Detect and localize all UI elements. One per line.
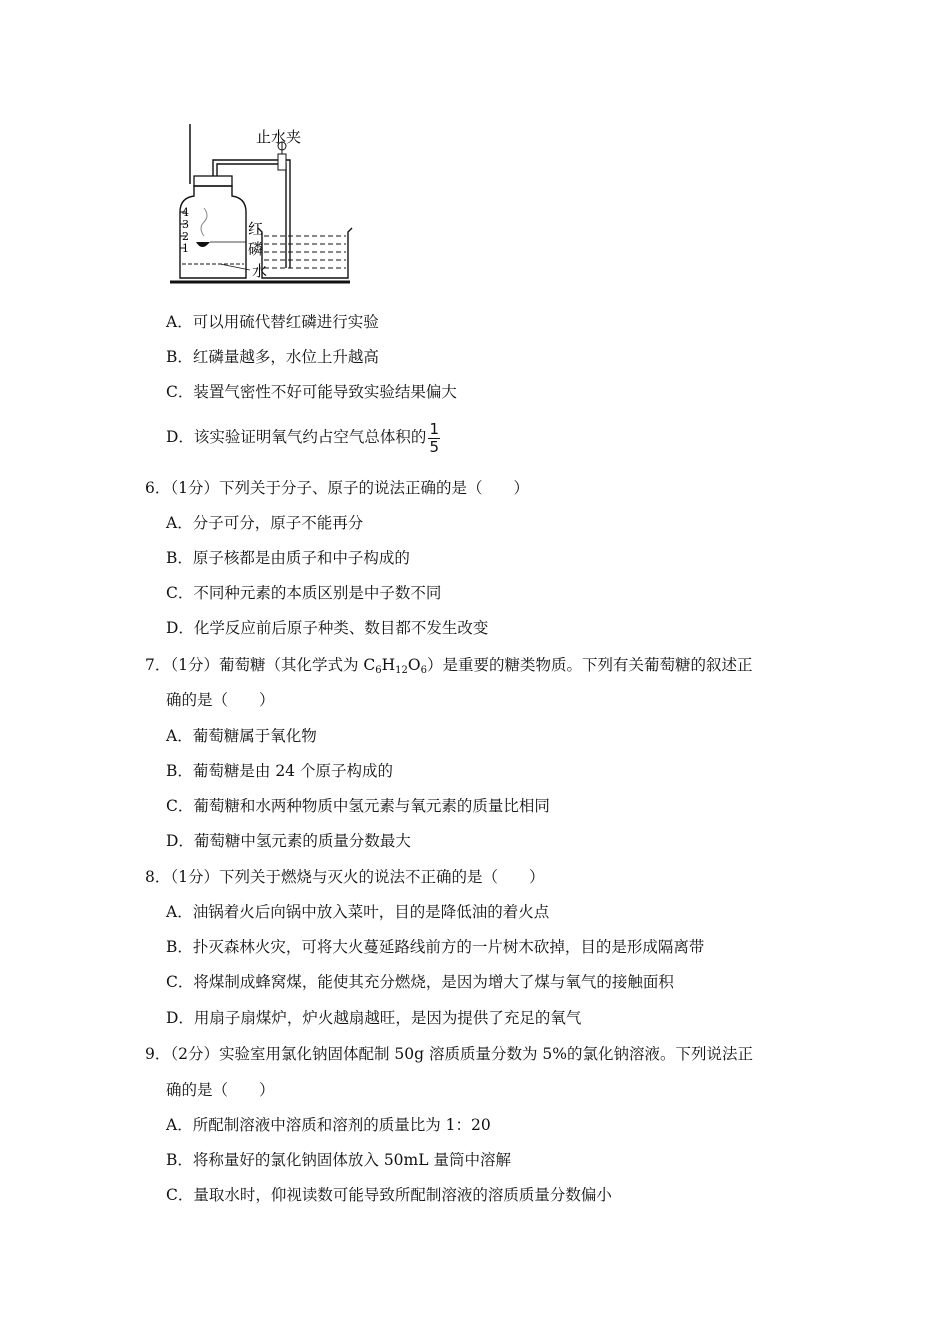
q8-option-d: D．用扇子扇煤炉，炉火越扇越旺，是因为提供了充足的氧气 xyxy=(166,1009,582,1027)
q5-option-b: B．红磷量越多，水位上升越高 xyxy=(166,348,379,366)
q5-option-d-text: D．该实验证明氧气约占空气总体积的 xyxy=(166,428,427,446)
q7-sub-o: 6 xyxy=(420,665,427,676)
q7-option-a: A．葡萄糖属于氧化物 xyxy=(166,727,317,745)
q7-option-d: D．葡萄糖中氢元素的质量分数最大 xyxy=(166,832,411,850)
q7-sub-h: 12 xyxy=(395,665,408,676)
q7-o: O xyxy=(407,656,421,674)
q7-option-b: B．葡萄糖是由 24 个原子构成的 xyxy=(166,762,393,780)
fraction-numerator: 1 xyxy=(429,419,439,438)
stopper xyxy=(194,176,232,186)
combustion-spoon xyxy=(196,242,210,247)
apparatus-figure xyxy=(160,116,390,291)
q9-option-a: A．所配制溶液中溶质和溶剂的质量比为 1：20 xyxy=(166,1116,491,1134)
q6-stem: 6．（1分）下列关于分子、原子的说法正确的是（ ） xyxy=(145,479,529,497)
q8-option-a: A．油锅着火后向锅中放入菜叶，目的是降低油的着火点 xyxy=(166,903,550,921)
q8-stem: 8．（1分）下列关于燃烧与灭火的说法不正确的是（ ） xyxy=(145,868,545,886)
q5-option-d xyxy=(166,418,440,456)
fraction xyxy=(428,421,440,456)
q5-option-a: A．可以用硫代替红磷进行实验 xyxy=(166,313,379,331)
q8-option-c: C．将煤制成蜂窝煤，能使其充分燃烧，是因为增大了煤与氧气的接触面积 xyxy=(166,973,674,991)
q9-option-c: C．量取水时，仰视读数可能导致所配制溶液的溶质质量分数偏小 xyxy=(166,1186,612,1204)
scale-mark-1: 1 xyxy=(182,242,189,255)
q9-stem: 9．（2分）实验室用氯化钠固体配制 50g 溶质质量分数为 5%的氯化钠溶液。下列说法正 xyxy=(145,1045,753,1063)
q7-option-c: C．葡萄糖和水两种物质中氢元素与氧元素的质量比相同 xyxy=(166,797,550,815)
scale-mark-3: 3 xyxy=(182,218,189,231)
q9-option-b: B．将称量好的氯化钠固体放入 50mL 量筒中溶解 xyxy=(166,1151,511,1169)
clamp xyxy=(278,154,286,170)
scale-mark-4: 4 xyxy=(182,206,189,219)
q7-sub-c: 6 xyxy=(375,665,382,676)
q5-option-c: C．装置气密性不好可能导致实验结果偏大 xyxy=(166,383,457,401)
q7-stem-post: ）是重要的糖类物质。下列有关葡萄糖的叙述正 xyxy=(427,656,753,674)
q7-stem-pre: 7．（1分）葡萄糖（其化学式为 C xyxy=(145,656,376,674)
fraction-denominator: 5 xyxy=(429,437,439,456)
phosphorus-label-1: 红 xyxy=(248,220,264,238)
q6-option-d: D．化学反应前后原子种类、数目都不发生改变 xyxy=(166,619,489,637)
q7-h: H xyxy=(381,656,396,674)
q6-option-b: B．原子核都是由质子和中子构成的 xyxy=(166,549,410,567)
smoke xyxy=(201,208,207,236)
water-label: 水 xyxy=(252,262,268,280)
beaker-water xyxy=(264,236,346,268)
beaker xyxy=(258,228,352,278)
scale-mark-2: 2 xyxy=(182,230,189,243)
q9-stem-line2: 确的是（ ） xyxy=(166,1081,275,1099)
q6-option-a: A．分子可分，原子不能再分 xyxy=(166,514,364,532)
q6-option-c: C．不同种元素的本质区别是中子数不同 xyxy=(166,584,442,602)
clamp-label: 止水夹 xyxy=(256,128,302,146)
q7-stem-line2: 确的是（ ） xyxy=(166,691,275,709)
q7-stem xyxy=(145,655,753,675)
q8-option-b: B．扑灭森林火灾，可将大火蔓延路线前方的一片树木砍掉，目的是形成隔离带 xyxy=(166,938,705,956)
apparatus-diagram xyxy=(160,116,390,291)
phosphorus-label-2: 磷 xyxy=(248,240,264,258)
